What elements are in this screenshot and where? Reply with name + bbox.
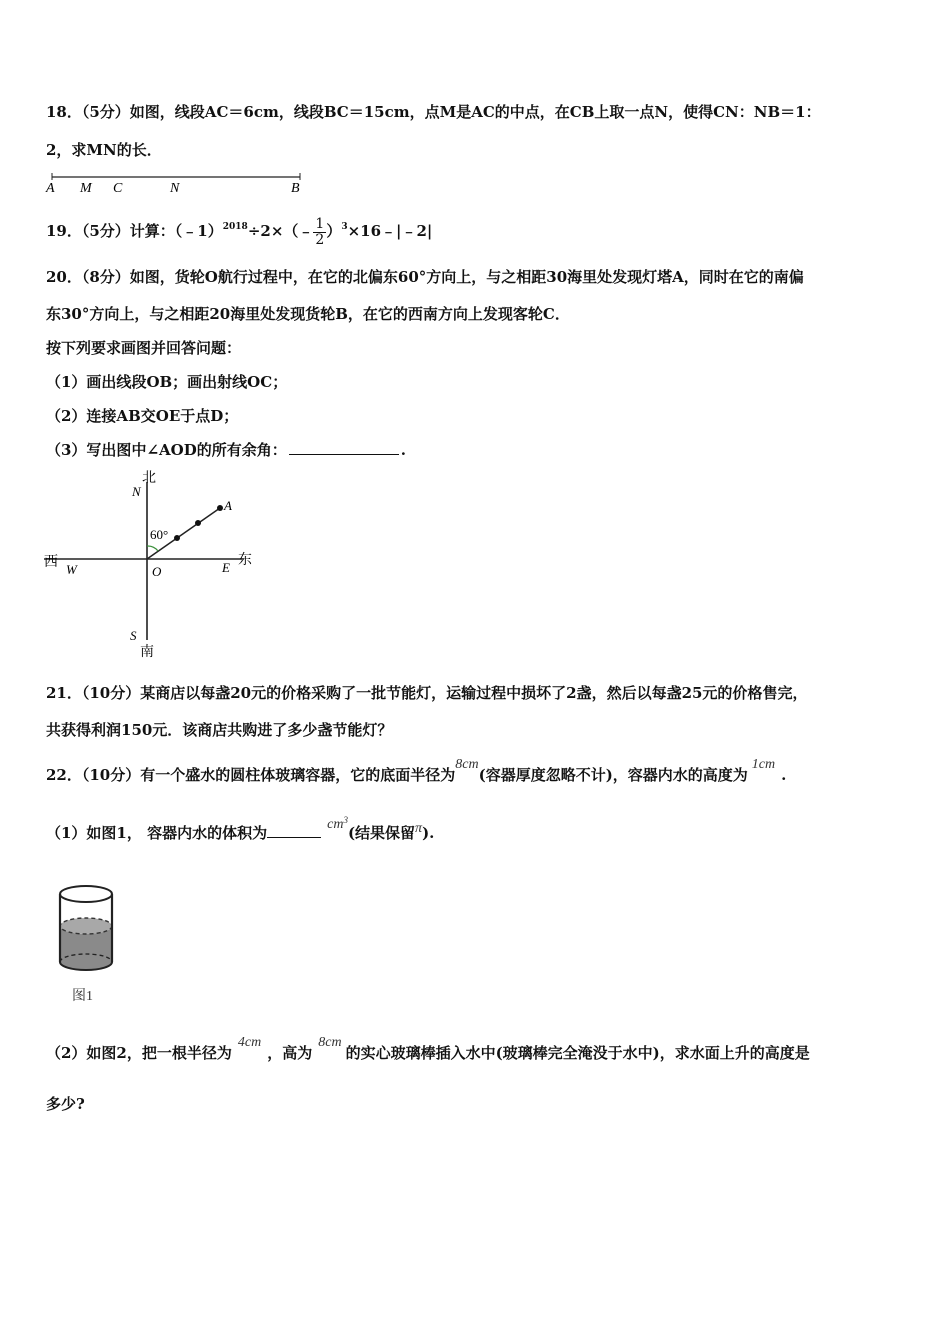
label-N: N [170, 181, 180, 196]
figure-1-caption: 图1 [72, 989, 93, 1004]
q22-prefix: 22．（10分）有一个盛水的圆柱体玻璃容器，它的底面半径为 [46, 766, 456, 784]
q20-part2: （2）连接AB交OE于点D； [46, 407, 239, 425]
label-O: O [152, 564, 162, 579]
q20-instruction: 按下列要求画图并回答问题： [46, 339, 242, 357]
q22-p2-mid: ，高为 [267, 1044, 313, 1062]
label-M: M [80, 181, 92, 196]
q22-p2-line2: 多少? [46, 1095, 85, 1113]
cylinder-figure-1 [54, 880, 120, 1008]
q18-line1: 18．（5分）如图，线段AC＝6cm，线段BC＝15cm，点M是AC的中点，在CB上取一点N，使得CN：NB＝1： [46, 103, 821, 121]
q18-line2: 2，求MN的长． [46, 141, 162, 159]
q20-part3 [46, 440, 406, 460]
q19-suffix: ×16﹣|﹣2| [347, 222, 433, 240]
label-west: 西 [44, 555, 58, 570]
q22-line1 [46, 757, 787, 790]
answer-blank [289, 440, 399, 455]
water-surface [60, 918, 112, 934]
q19-prefix: 19．（5分）计算：（﹣1） [46, 222, 223, 240]
label-angle: 60° [150, 527, 169, 542]
label-N: N [132, 484, 141, 499]
q19-fraction [313, 217, 326, 248]
pi-symbol: π [415, 821, 423, 836]
q20-part3-text: （3）写出图中∠AOD的所有余角： [46, 441, 287, 459]
q19-close: ） [326, 222, 342, 240]
q22-part2 [46, 1035, 810, 1068]
point-a-dot [217, 505, 223, 511]
answer-blank [267, 823, 321, 838]
q20-compass-figure [40, 468, 270, 660]
q21-line2: 共获得利润150元．该商店共购进了多少盏节能灯？ [46, 721, 393, 739]
label-E: E [222, 560, 230, 575]
q19-frac-den: 2 [315, 231, 325, 248]
label-B: B [291, 181, 300, 196]
q22-p1-prefix: （1）如图1， 容器内水的体积为 [46, 824, 268, 842]
q22-height: 1cm [751, 757, 776, 772]
label-A: A [46, 181, 55, 196]
q22-p1-suffix-a: (结果保留 [347, 824, 416, 842]
label-C: C [113, 181, 123, 196]
q21-line1: 21．（10分）某商店以每盏20元的价格采购了一批节能灯，运输过程中损坏了2盏，然后以每盏25元的价格售完， [46, 684, 808, 702]
angle-arc [147, 546, 158, 551]
q20-part3-end: . [400, 441, 406, 459]
q20-line2: 东30°方向上，与之相距20海里处发现货轮B，在它的西南方向上发现客轮C． [46, 305, 570, 323]
cylinder-top [60, 886, 112, 902]
q22-p2-rest: 的实心玻璃棒插入水中(玻璃棒完全淹没于水中)，求水面上升的高度是 [345, 1044, 810, 1062]
q20-line1: 20．（8分）如图，货轮O航行过程中，在它的北偏东60°方向上，与之相距30海里处发现灯塔A，同时在它的南偏 [46, 268, 804, 286]
point-dot [174, 535, 180, 541]
q22-radius: 8cm [455, 757, 479, 772]
q22-part1 [46, 815, 435, 848]
q19-mid: ÷2×（﹣ [247, 222, 314, 240]
q22-p1-unit [327, 817, 348, 832]
point-dot [195, 520, 201, 526]
q19-expression [46, 214, 432, 248]
q20-part1: （1）画出线段OB；画出射线OC； [46, 373, 288, 391]
q22-end: . [781, 766, 787, 784]
label-W: W [66, 562, 77, 577]
label-south: 南 [140, 645, 154, 660]
q22-p1-suffix-b: ). [422, 824, 435, 842]
rod-height: 8cm [318, 1035, 342, 1050]
label-S: S [130, 628, 137, 643]
q19-exp2: 3 [341, 222, 348, 232]
rod-radius: 4cm [237, 1035, 262, 1050]
label-A: A [224, 498, 232, 513]
q22-middle: (容器厚度忽略不计)，容器内水的高度为 [478, 766, 748, 784]
q19-exp1: 2018 [222, 222, 248, 232]
q18-segment-figure [44, 170, 314, 198]
q19-frac-num: 1 [315, 215, 325, 232]
label-north: 北 [142, 471, 156, 486]
q22-p2-prefix: （2）如图2，把一根半径为 [46, 1044, 232, 1062]
label-east: 东 [238, 553, 252, 568]
unit-exp: 3 [343, 815, 348, 825]
unit-cm: cm [327, 817, 344, 832]
